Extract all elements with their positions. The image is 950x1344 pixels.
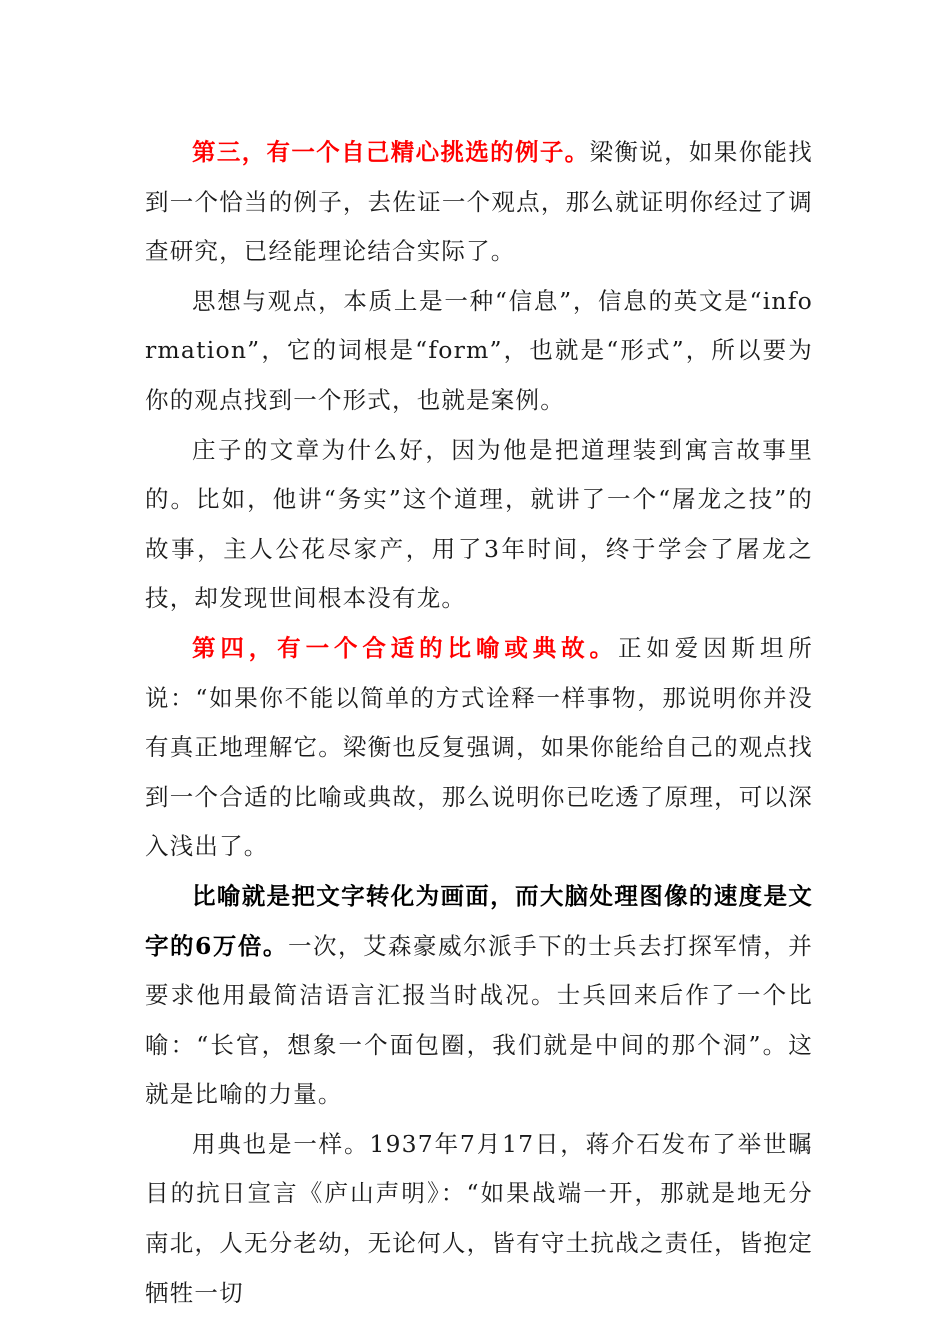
paragraph-fourth-point [145, 624, 813, 872]
bold-lead-metaphor: 比喻就是把文字转化为画面，而大脑处理图像的速度是文字的6万倍。 [145, 881, 813, 960]
document-page [145, 128, 813, 1318]
paragraph-third-point [145, 128, 813, 277]
paragraph-text: 梁衡说，如果你能找到一个恰当的例子，去佐证一个观点，那么就证明你经过了调查研究，已经能理论结合实际了。 [145, 138, 813, 266]
paragraph-text: 思想与观点，本质上是一种“信息”，信息的英文是“information”，它的词根是“form”，也就是“形式”，所以要为你的观点找到一个形式，也就是案例。 [145, 286, 813, 414]
paragraph-allusion [145, 1120, 813, 1318]
paragraph-text: 庄子的文章为什么好，因为他是把道理装到寓言故事里的。比如，他讲“务实”这个道理，就讲了一个“屠龙之技”的故事，主人公花尽家产，用了3年时间，终于学会了屠龙之技，却发现世间根本没有龙。 [145, 435, 813, 613]
paragraph-zhuangzi [145, 426, 813, 624]
paragraph-information [145, 277, 813, 426]
heading-fourth-point: 第四，有一个合适的比喻或典故。 [192, 633, 618, 662]
paragraph-metaphor [145, 872, 813, 1120]
paragraph-text: 正如爱因斯坦所说：“如果你不能以简单的方式诠释一样事物，那说明你并没有真正地理解它。梁衡也反复强调，如果你能给自己的观点找到一个合适的比喻或典故，那么说明你已吃透了原理，可以深入浅出了。 [145, 633, 814, 861]
paragraph-text: 用典也是一样。1937年7月17日，蒋介石发布了举世瞩目的抗日宣言《庐山声明》：“如果战端一开，那就是地无分南北，人无分老幼，无论何人，皆有守土抗战之责任，皆抱定牺牲一切 [145, 1129, 813, 1307]
paragraph-text: 一次，艾森豪威尔派手下的士兵去打探军情，并要求他用最简洁语言汇报当时战况。士兵回来后作了一个比喻：“长官，想象一个面包圈，我们就是中间的那个洞”。这就是比喻的力量。 [145, 931, 813, 1109]
heading-third-point: 第三，有一个自己精心挑选的例子。 [192, 138, 590, 166]
